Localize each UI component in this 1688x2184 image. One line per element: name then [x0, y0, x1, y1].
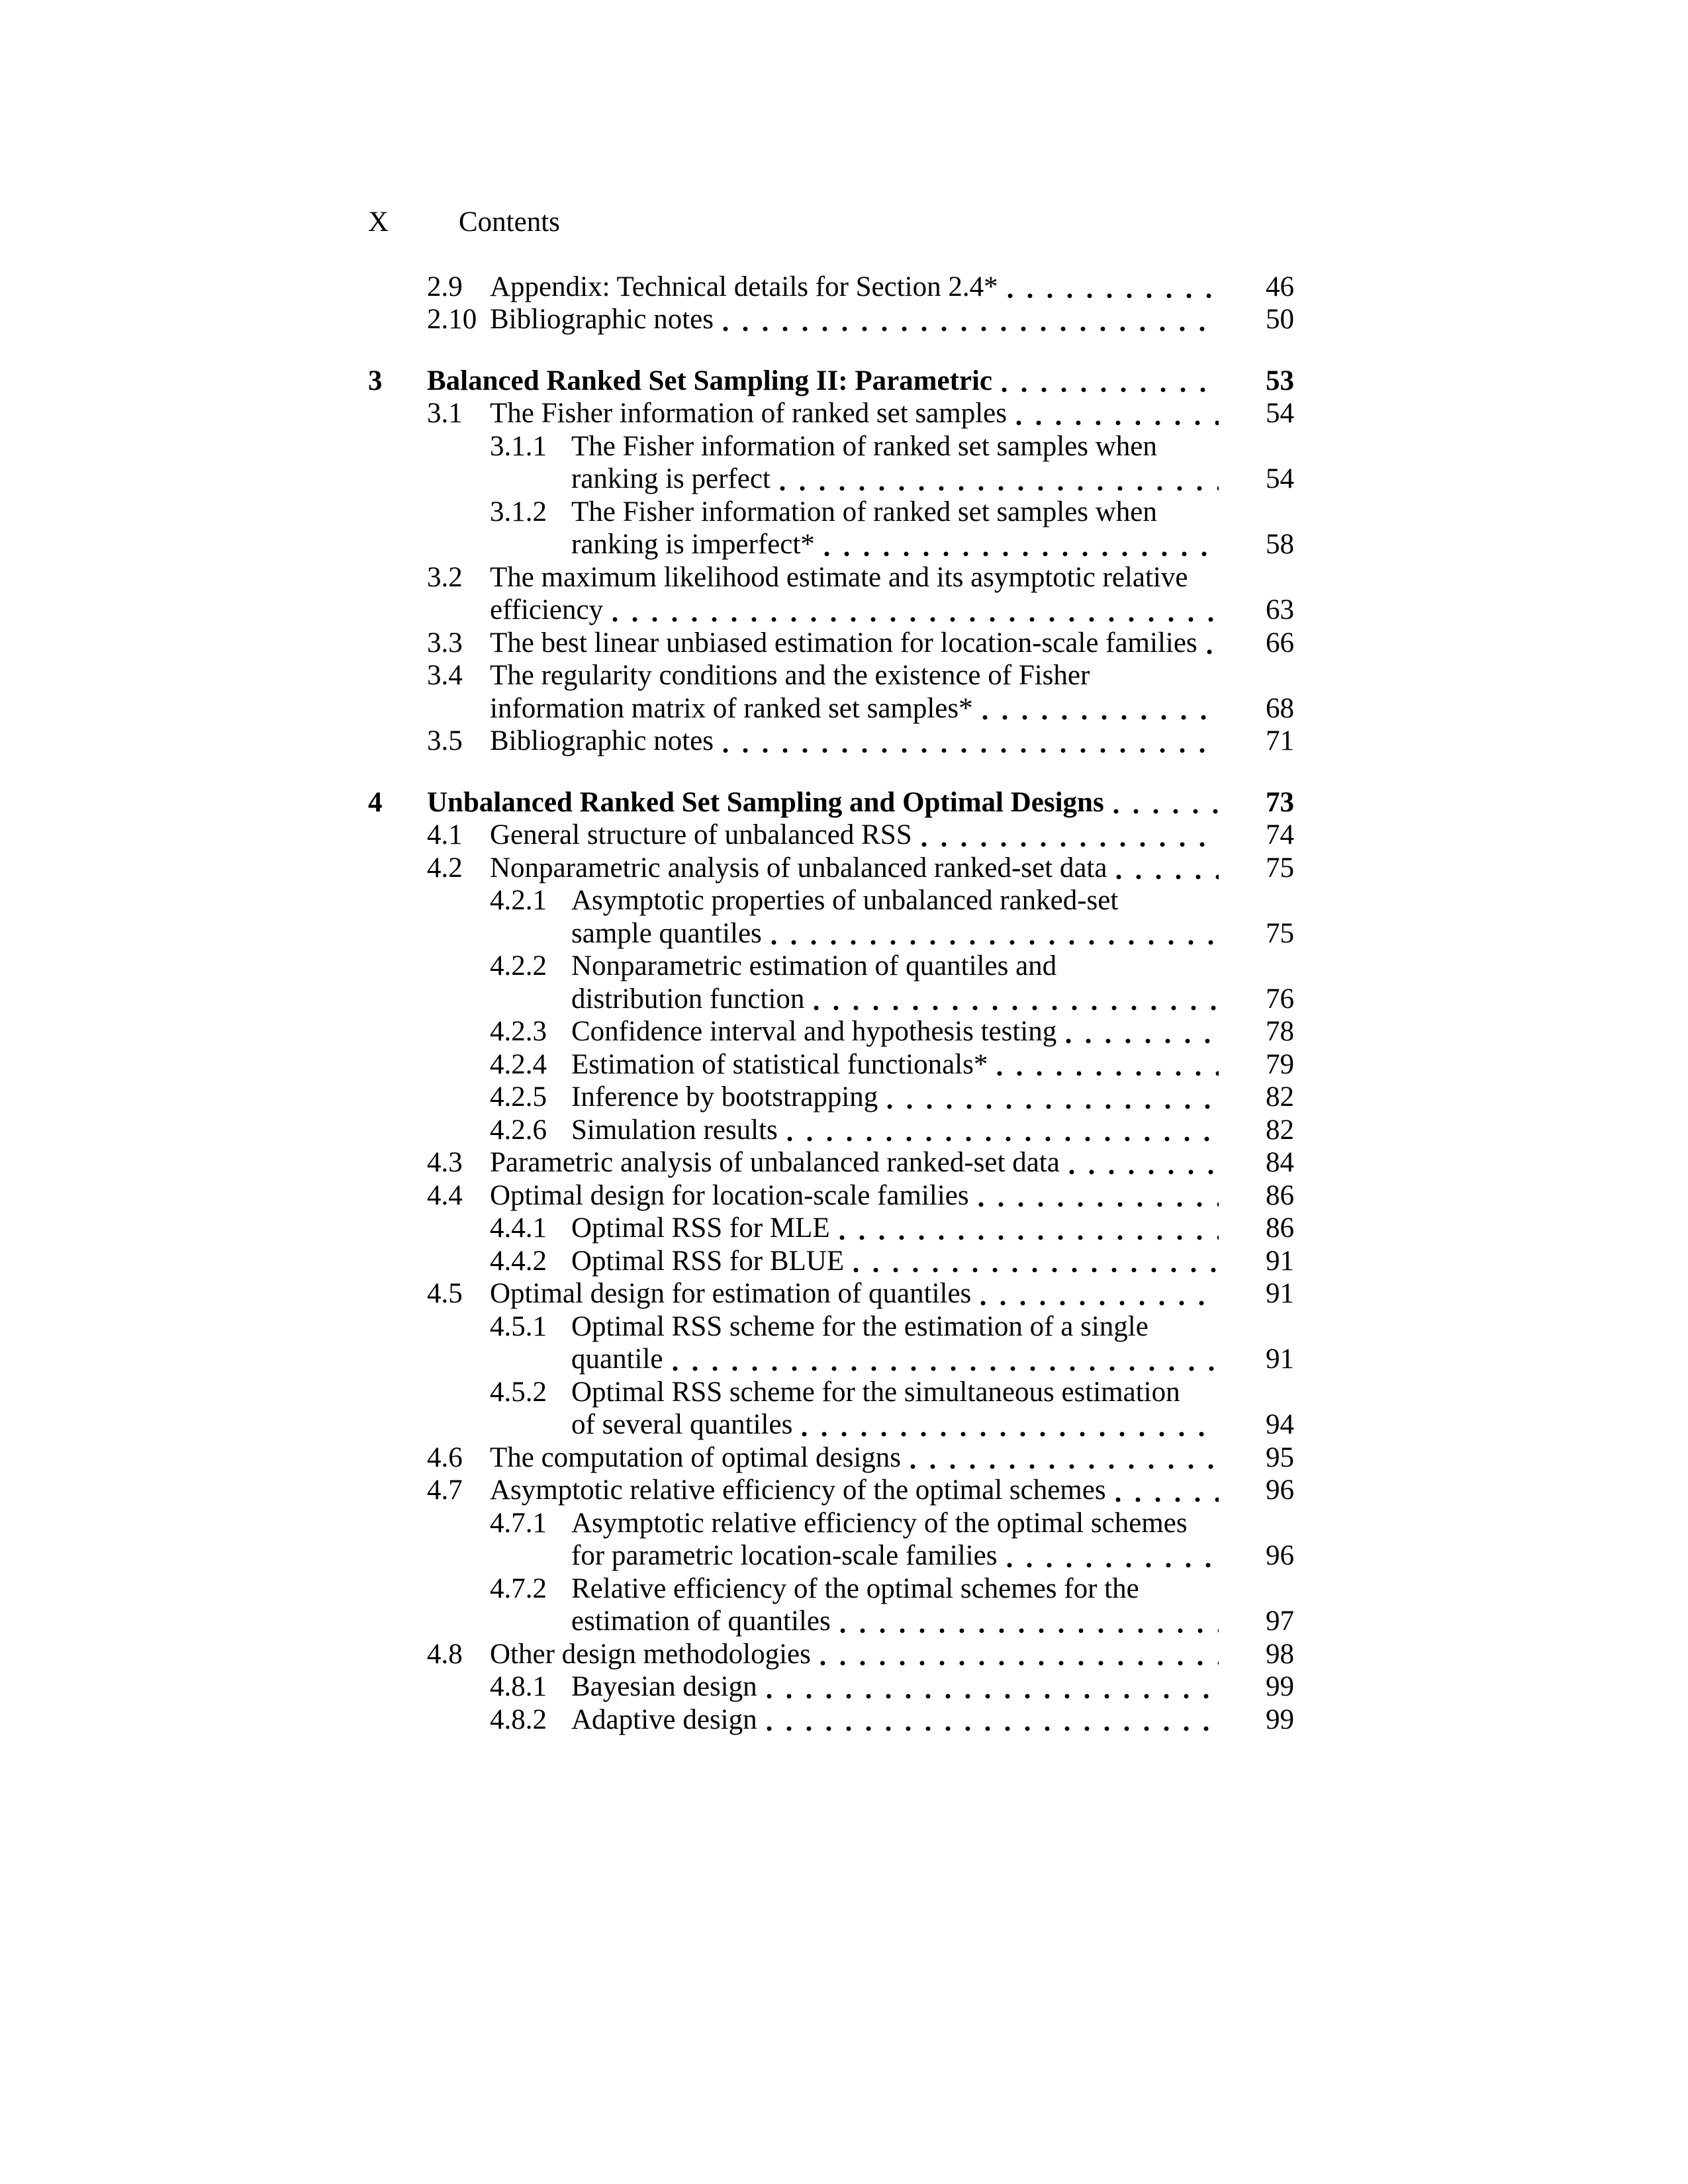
entry-body	[571, 1704, 1294, 1737]
entry-number: 4.4.2	[490, 1245, 547, 1277]
entry-body	[571, 1212, 1294, 1245]
entry-title-text: Optimal design for estimation of quantiles	[490, 1278, 972, 1309]
entry-number: 2.9	[427, 271, 463, 302]
entry-body	[490, 1179, 1294, 1212]
toc-entry	[368, 271, 1294, 304]
toc-entry	[368, 1212, 1294, 1245]
dot-leader	[771, 939, 1219, 946]
dot-leader	[887, 1103, 1219, 1110]
entry-page-number: 68	[1266, 692, 1294, 724]
entry-body	[571, 1245, 1294, 1278]
entry-number: 4.7	[427, 1475, 463, 1506]
toc-entry	[368, 1245, 1294, 1278]
entry-title-text: The regularity conditions and the existence of Fisher	[490, 660, 1090, 691]
entry-body	[490, 1277, 1294, 1310]
entry-page-number: 91	[1266, 1343, 1294, 1375]
entry-title-text: The computation of optimal designs	[490, 1441, 902, 1473]
entry-number: 3.1.2	[490, 496, 547, 527]
entry-title-text: efficiency	[490, 594, 604, 625]
entry-title-text: Other design methodologies	[490, 1638, 811, 1670]
dot-leader	[982, 714, 1219, 721]
entry-line	[571, 496, 1294, 529]
entry-number: 4.7.2	[490, 1572, 547, 1604]
entry-page-number: 86	[1266, 1179, 1294, 1211]
entry-page-number: 50	[1266, 304, 1294, 335]
dot-leader	[1113, 808, 1219, 815]
toc-entry	[368, 627, 1294, 660]
entry-number: 3.2	[427, 561, 463, 593]
entry-line	[490, 819, 1294, 852]
entry-body	[427, 365, 1294, 398]
entry-page-number: 53	[1266, 365, 1294, 396]
entry-title-text: Confidence interval and hypothesis testing	[571, 1016, 1057, 1047]
entry-page-number: 82	[1266, 1114, 1294, 1146]
entry-title-text: The maximum likelihood estimate and its asymptotic relative	[490, 561, 1188, 593]
toc-entry	[368, 725, 1294, 758]
toc-entry	[368, 1704, 1294, 1737]
entry-line	[490, 659, 1294, 692]
dot-leader	[921, 841, 1219, 848]
entry-body	[490, 852, 1294, 885]
entry-body	[427, 786, 1294, 819]
entry-page-number: 75	[1266, 852, 1294, 884]
entry-line	[571, 1048, 1294, 1081]
entry-body	[490, 303, 1294, 336]
entry-line	[490, 271, 1294, 304]
dot-leader	[910, 1463, 1219, 1470]
entry-line	[490, 594, 1294, 627]
entry-body	[571, 1376, 1294, 1441]
entry-title-text: Bayesian design	[571, 1671, 757, 1702]
entry-number: 4.2.3	[490, 1016, 547, 1047]
entry-page-number: 91	[1266, 1278, 1294, 1309]
entry-page-number: 86	[1266, 1212, 1294, 1244]
entry-title-text: General structure of unbalanced RSS	[490, 819, 912, 850]
entry-title-text: sample quantiles	[571, 917, 762, 949]
entry-page-number: 84	[1266, 1147, 1294, 1178]
entry-title-text: The best linear unbiased estimation for location-scale families	[490, 627, 1197, 659]
toc-entry	[368, 1507, 1294, 1572]
dot-leader	[824, 551, 1219, 557]
dot-leader	[820, 1660, 1219, 1666]
toc-entry	[368, 1015, 1294, 1048]
entry-title-text: Relative efficiency of the optimal schemes for the	[571, 1572, 1139, 1604]
entry-title-text: estimation of quantiles	[571, 1606, 831, 1637]
entry-body	[490, 1638, 1294, 1671]
entry-title-text: ranking is imperfect*	[571, 529, 815, 560]
entry-title-text: Bibliographic notes	[490, 725, 714, 756]
entry-number: 3.1.1	[490, 430, 547, 462]
entry-line	[490, 303, 1294, 336]
entry-title-text: Optimal RSS for BLUE	[571, 1245, 845, 1277]
dot-leader	[673, 1365, 1219, 1372]
entry-title-text: Asymptotic properties of unbalanced ranked-set	[571, 885, 1119, 916]
entry-number: 4.2.5	[490, 1081, 547, 1113]
entry-title-text: Adaptive design	[571, 1704, 757, 1735]
entry-number: 4.2.1	[490, 885, 547, 916]
entry-line	[571, 917, 1294, 950]
entry-number: 2.10	[427, 304, 477, 335]
entry-title-text: Unbalanced Ranked Set Sampling and Optimal Designs	[427, 786, 1104, 818]
entry-line	[427, 786, 1294, 819]
toc-entry	[368, 430, 1294, 496]
toc-entry	[368, 1146, 1294, 1179]
entry-body	[490, 397, 1294, 430]
entry-line	[571, 1212, 1294, 1245]
entry-title-text: Balanced Ranked Set Sampling II: Parametric	[427, 365, 993, 396]
entry-body	[490, 1146, 1294, 1179]
dot-leader	[767, 1693, 1219, 1700]
entry-body	[571, 1081, 1294, 1114]
entry-line	[490, 561, 1294, 594]
entry-page-number: 82	[1266, 1081, 1294, 1113]
entry-title-text: Optimal RSS scheme for the simultaneous estimation	[571, 1376, 1180, 1408]
entry-number: 4.2.2	[490, 950, 547, 981]
toc-entry	[368, 950, 1294, 1015]
entry-line	[571, 1081, 1294, 1114]
entry-line	[571, 1376, 1294, 1409]
entry-line	[490, 852, 1294, 885]
entry-number: 4.4.1	[490, 1212, 547, 1244]
toc-entry	[368, 1179, 1294, 1212]
entry-title-text: Optimal design for location-scale families	[490, 1179, 969, 1211]
toc-entry	[368, 1670, 1294, 1704]
toc-entry	[368, 884, 1294, 950]
dot-leader	[1116, 874, 1219, 880]
entry-title-text: Estimation of statistical functionals*	[571, 1048, 988, 1080]
entry-line	[490, 627, 1294, 660]
entry-line	[490, 1179, 1294, 1212]
dot-leader	[723, 747, 1219, 754]
entry-body	[490, 1474, 1294, 1507]
entry-body	[490, 1441, 1294, 1475]
entry-line	[571, 1539, 1294, 1572]
entry-line	[571, 1343, 1294, 1376]
entry-line	[571, 1670, 1294, 1704]
toc-entry	[368, 1277, 1294, 1310]
entry-title-text: Asymptotic relative efficiency of the optimal schemes	[571, 1507, 1188, 1539]
entry-line	[571, 1605, 1294, 1638]
entry-body	[571, 430, 1294, 496]
dot-leader	[1016, 420, 1219, 426]
entry-body	[490, 561, 1294, 627]
entry-body	[571, 1310, 1294, 1376]
entry-page-number: 66	[1266, 627, 1294, 659]
toc-entry	[368, 303, 1294, 336]
toc-entry	[368, 561, 1294, 627]
entry-line	[571, 1704, 1294, 1737]
entry-page-number: 63	[1266, 594, 1294, 625]
entry-page-number: 94	[1266, 1409, 1294, 1440]
entry-number: 3.5	[427, 725, 463, 756]
entry-page-number: 46	[1266, 271, 1294, 302]
entry-title-text: Optimal RSS for MLE	[571, 1212, 830, 1244]
entry-page-number: 54	[1266, 463, 1294, 494]
entry-line	[427, 365, 1294, 398]
entry-title-text: The Fisher information of ranked set samples when	[571, 496, 1157, 527]
entry-page-number: 96	[1266, 1475, 1294, 1506]
entry-line	[571, 1507, 1294, 1540]
text-block	[368, 206, 1294, 1736]
dot-leader	[767, 1725, 1219, 1732]
entry-number: 4.2	[427, 852, 463, 884]
entry-page-number: 74	[1266, 819, 1294, 850]
running-title: Contents	[459, 206, 560, 238]
entry-number: 3	[368, 365, 383, 396]
entry-line	[490, 1474, 1294, 1507]
toc-entry	[368, 1048, 1294, 1081]
entry-title-text: Optimal RSS scheme for the estimation of a single	[571, 1310, 1149, 1342]
entry-page-number: 98	[1266, 1638, 1294, 1670]
entry-line	[571, 950, 1294, 983]
entry-number: 4.3	[427, 1147, 463, 1178]
entry-body	[490, 627, 1294, 660]
entry-number: 4.6	[427, 1441, 463, 1473]
entry-body	[571, 884, 1294, 950]
entry-line	[571, 1408, 1294, 1441]
toc-entry	[368, 1572, 1294, 1638]
entry-line	[571, 430, 1294, 463]
page-number-marker: X	[368, 206, 389, 238]
dot-leader	[1066, 1038, 1219, 1044]
dot-leader	[840, 1627, 1219, 1634]
page-header	[368, 206, 1294, 239]
entry-title-text: Simulation results	[571, 1114, 778, 1146]
entry-body	[571, 950, 1294, 1015]
entry-number: 4.5.2	[490, 1376, 547, 1408]
toc-entry	[368, 1114, 1294, 1147]
entry-number: 4.8.1	[490, 1671, 547, 1702]
entry-line	[571, 1015, 1294, 1048]
dot-leader	[1002, 387, 1219, 393]
dot-leader	[1115, 1496, 1219, 1503]
entry-page-number: 76	[1266, 983, 1294, 1015]
toc-entry	[368, 365, 1294, 398]
entry-number: 4.2.4	[490, 1048, 547, 1080]
entry-page-number: 71	[1266, 725, 1294, 756]
dot-leader	[1008, 293, 1219, 299]
entry-title-text: of several quantiles	[571, 1409, 793, 1440]
entry-title-text: Inference by bootstrapping	[571, 1081, 878, 1113]
entry-number: 4.5	[427, 1278, 463, 1309]
entry-number: 3.3	[427, 627, 463, 659]
entry-page-number: 54	[1266, 398, 1294, 429]
entry-body	[571, 1572, 1294, 1638]
entry-title-text: information matrix of ranked set samples*	[490, 692, 973, 724]
entry-line	[571, 983, 1294, 1016]
entry-body	[571, 496, 1294, 561]
entry-body	[571, 1670, 1294, 1704]
entry-page-number: 73	[1266, 786, 1294, 818]
entry-line	[490, 1441, 1294, 1475]
entry-line	[490, 725, 1294, 758]
entry-line	[490, 1638, 1294, 1671]
entry-number: 4.4	[427, 1179, 463, 1211]
entry-line	[490, 397, 1294, 430]
dot-leader	[978, 1201, 1219, 1208]
dot-leader	[814, 1005, 1219, 1011]
entry-number: 4.8.2	[490, 1704, 547, 1735]
entry-page-number: 97	[1266, 1606, 1294, 1637]
dot-leader	[980, 1300, 1219, 1306]
toc-entry	[368, 659, 1294, 725]
entry-page-number: 79	[1266, 1048, 1294, 1080]
entry-body	[490, 659, 1294, 725]
entry-page-number: 58	[1266, 529, 1294, 560]
entry-page-number: 78	[1266, 1016, 1294, 1047]
entry-title-text: Nonparametric estimation of quantiles and	[571, 950, 1057, 981]
entry-number: 4.5.1	[490, 1310, 547, 1342]
dot-leader	[997, 1070, 1219, 1077]
entry-page-number: 99	[1266, 1671, 1294, 1702]
entry-line	[571, 1245, 1294, 1278]
entry-number: 3.4	[427, 660, 463, 691]
dot-leader	[780, 485, 1219, 492]
entry-line	[571, 1310, 1294, 1343]
toc-entry	[368, 786, 1294, 819]
dot-leader	[787, 1136, 1219, 1142]
dot-leader	[839, 1234, 1219, 1241]
toc-list	[368, 271, 1294, 1737]
entry-number: 4.7.1	[490, 1507, 547, 1539]
entry-number: 4	[368, 786, 383, 818]
entry-title-text: The Fisher information of ranked set samples when	[571, 430, 1157, 462]
entry-number: 4.8	[427, 1638, 463, 1670]
entry-body	[490, 271, 1294, 304]
dot-leader	[1069, 1169, 1219, 1175]
entry-page-number: 99	[1266, 1704, 1294, 1735]
entry-line	[571, 884, 1294, 917]
entry-title-text: Asymptotic relative efficiency of the optimal schemes	[490, 1475, 1106, 1506]
entry-line	[571, 528, 1294, 561]
entry-body	[571, 1507, 1294, 1572]
entry-number: 3.1	[427, 398, 463, 429]
entry-title-text: The Fisher information of ranked set samples	[490, 398, 1007, 429]
toc-entry	[368, 852, 1294, 885]
entry-line	[490, 1277, 1294, 1310]
toc-entry	[368, 1081, 1294, 1114]
dot-leader	[612, 616, 1219, 623]
entry-page-number: 91	[1266, 1245, 1294, 1277]
entry-title-text: Appendix: Technical details for Section 2.4*	[490, 271, 998, 302]
entry-body	[571, 1048, 1294, 1081]
dot-leader	[723, 326, 1219, 332]
entry-number: 4.1	[427, 819, 463, 850]
toc-entry	[368, 1310, 1294, 1376]
entry-line	[571, 1572, 1294, 1606]
entry-body	[571, 1015, 1294, 1048]
entry-line	[571, 1114, 1294, 1147]
entry-line	[490, 1146, 1294, 1179]
entry-line	[571, 463, 1294, 496]
dot-leader	[802, 1431, 1219, 1437]
entry-title-text: Nonparametric analysis of unbalanced ranked-set data	[490, 852, 1107, 884]
dot-leader	[1007, 1562, 1219, 1569]
toc-entry	[368, 1376, 1294, 1441]
entry-title-text: distribution function	[571, 983, 805, 1015]
dot-leader	[1207, 649, 1219, 655]
entry-line	[490, 692, 1294, 725]
entry-number: 4.2.6	[490, 1114, 547, 1146]
toc-entry	[368, 1474, 1294, 1507]
toc-entry	[368, 496, 1294, 561]
entry-page-number: 96	[1266, 1540, 1294, 1571]
dot-leader	[853, 1267, 1219, 1273]
entry-title-text: Bibliographic notes	[490, 304, 714, 335]
entry-body	[490, 819, 1294, 852]
entry-body	[571, 1114, 1294, 1147]
toc-entry	[368, 1441, 1294, 1475]
entry-title-text: quantile	[571, 1343, 663, 1375]
toc-entry	[368, 1638, 1294, 1671]
entry-body	[490, 725, 1294, 758]
entry-title-text: ranking is perfect	[571, 463, 771, 494]
entry-title-text: Parametric analysis of unbalanced ranked-set data	[490, 1147, 1060, 1178]
entry-page-number: 95	[1266, 1441, 1294, 1473]
toc-entry	[368, 819, 1294, 852]
entry-title-text: for parametric location-scale families	[571, 1540, 998, 1571]
toc-entry	[368, 397, 1294, 430]
entry-page-number: 75	[1266, 917, 1294, 949]
